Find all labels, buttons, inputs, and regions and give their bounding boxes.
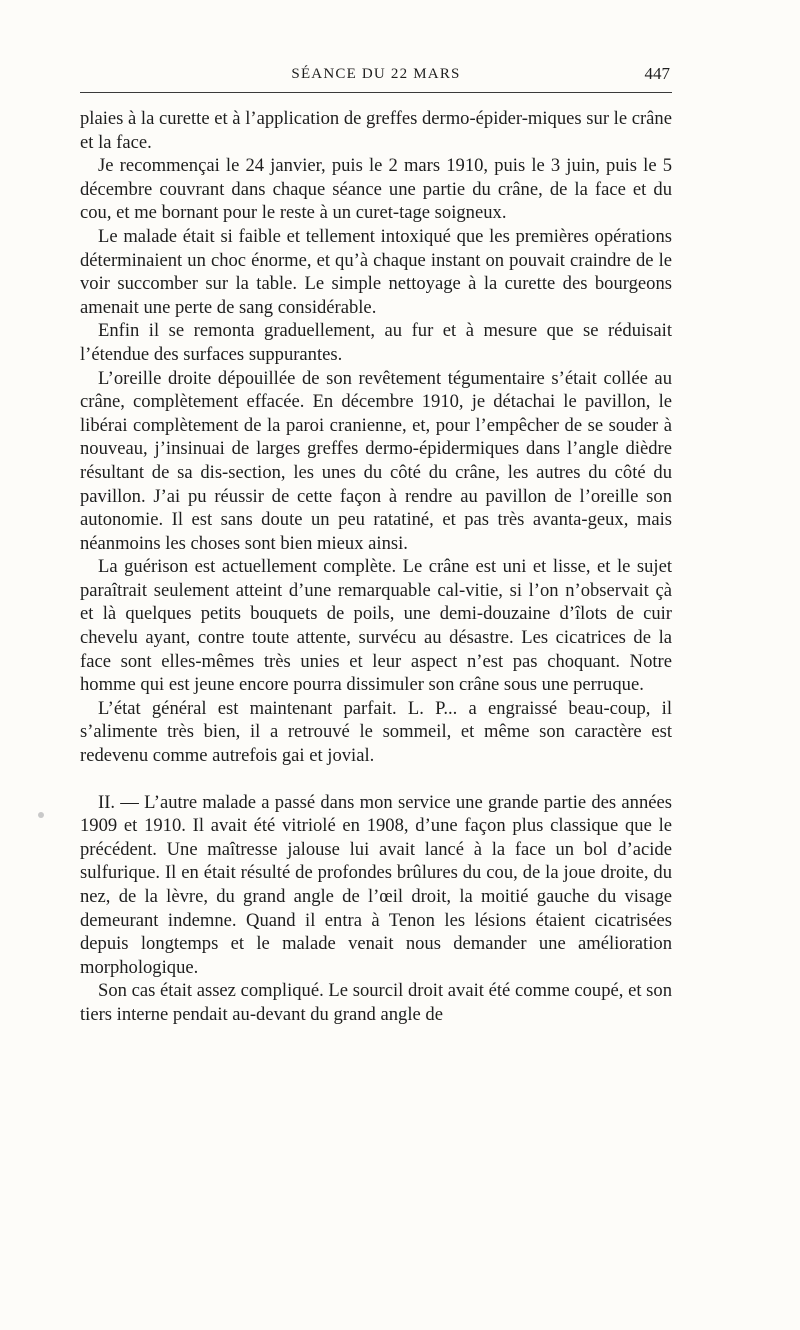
paragraph: Son cas était assez compliqué. Le sourcil droit avait été comme coupé, et son tiers interne pendait au-devant du grand angle de — [80, 980, 672, 1025]
section-ii-paragraph: II. — L’autre malade a passé dans mon service une grande partie des années 1909 et 1910. Il avait été vitriolé en 1908, d’une façon plus classique que le précédent. Une maîtresse jalouse lui avait lancé à la face un bol d’acide sulfurique. Il en était résulté de profondes brûlures du cou, de la joue droite, du nez, de la lèvre, du grand angle de l’œil droit, la moitié gauche du visage demeurant indemne. Quand il entra à Tenon les lésions étaient cicatrisées depuis longtemps et le malade venait nous demander une amélioration morphologique. — [80, 791, 672, 978]
paragraph-continued: plaies à la curette et à l’application de greffes dermo-épider-miques sur le crâne et la face. — [80, 108, 672, 153]
book-page — [80, 62, 672, 1027]
paper-speck — [38, 812, 44, 818]
paragraph: L’état général est maintenant parfait. L. P... a engraissé beau-coup, il s’alimente très bien, il a retrouvé le sommeil, et même son caractère est redevenu comme autrefois gai et jovial. — [80, 697, 672, 767]
page-number: 447 — [644, 64, 670, 83]
running-title: SÉANCE DU 22 MARS — [291, 66, 461, 82]
body-text — [80, 107, 672, 1027]
paragraph: L’oreille droite dépouillée de son revêtement tégumentaire s’était collée au crâne, complètement effacée. En décembre 1910, je détachai le pavillon, le libérai complètement de la paroi cranienne, et, pour l’empêcher de se souder à nouveau, j’insinuai de larges greffes dermo-épidermiques dans l’angle dièdre résultant de sa dis-section, les unes du côté du crâne, les autres du côté du pavillon. J’ai pu réussir de cette façon à rendre au pavillon de l’oreille son autonomie. Il est sans doute un peu ratatiné, et pas très avanta-geux, mais néanmoins les choses sont bien mieux ainsi. — [80, 367, 672, 554]
paragraph: Je recommençai le 24 janvier, puis le 2 mars 1910, puis le 3 juin, puis le 5 décembre couvrant dans chaque séance une partie du crâne, de la face et du cou, et me bornant pour le reste à un curet-tage soigneux. — [80, 155, 672, 224]
paragraph: La guérison est actuellement complète. Le crâne est uni et lisse, et le sujet paraîtrait seulement atteint d’une remarquable cal-vitie, si l’on n’observait çà et là quelques petits bouquets de poils, une demi-douzaine d’îlots de cuir chevelu ayant, contre toute attente, survécu au désastre. Les cicatrices de la face sont elles-mêmes très unies et leur aspect n’est pas choquant. Notre homme qui est jeune encore pourra dissimuler son crâne sous une perruque. — [80, 556, 672, 696]
header-rule — [80, 92, 672, 93]
running-header — [80, 62, 672, 92]
paragraph: Enfin il se remonta graduellement, au fur et à mesure que se réduisait l’étendue des surfaces suppurantes. — [80, 320, 672, 365]
paragraph: Le malade était si faible et tellement intoxiqué que les premières opérations déterminaient un choc énorme, et qu’à chaque instant on pouvait craindre de le voir succomber sur la table. Le simple nettoyage à la curette des bourgeons amenait une perte de sang considérable. — [80, 225, 672, 318]
